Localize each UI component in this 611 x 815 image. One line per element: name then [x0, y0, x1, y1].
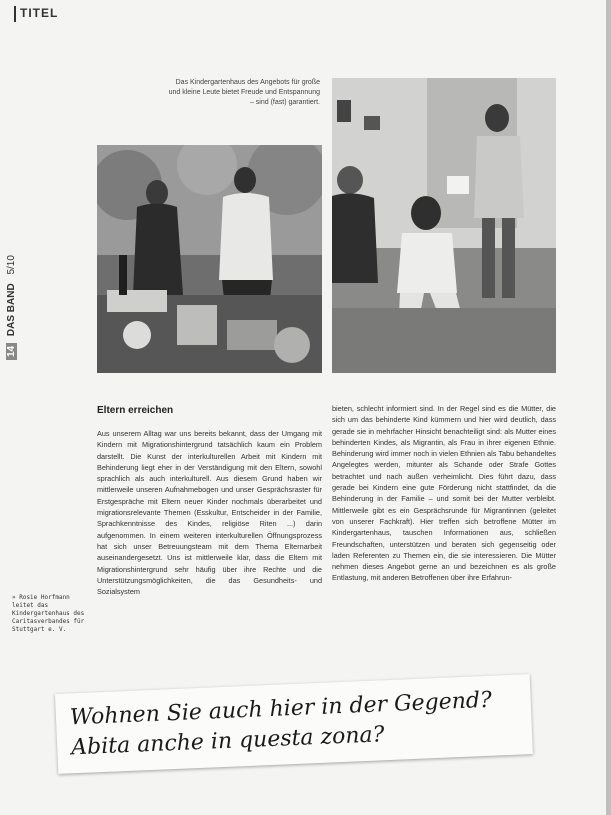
photo-caption: Das Kindergartenhaus des Angebots für große und kleine Leute bietet Freude und Entspannung – sind (fast) garantiert.	[168, 79, 320, 106]
header-rule	[14, 6, 16, 22]
section-title: TITEL	[20, 6, 59, 20]
photo-credit: » Rosie Horfmann leitet das Kindergartenhaus des Caritasverbandes für Stuttgart e. V.	[12, 594, 85, 633]
side-issue-label	[4, 240, 26, 360]
page-edge	[606, 0, 611, 815]
article-right-column: bieten, schlecht informiert sind. In der Regel sind es die Mütter, die sich um das behinderte Kind kümmern und hier wird deutlich, dass gerade sie in mehrfacher Hinsicht benachteiligt sind: als Mutter eines behinderten Kindes, als Migrantin, als Frau in ihrer eigenen Ethnie. Behinderung wird immer noch in vielen Ethnien als Tabu behandeltes Angelegtes werden, mitunter als Schande oder Strafe Gottes betrachtet und nach außen verheimlicht. Dies führt dazu, dass gerade bei Kindern eine gute Förderung nicht stattfindet, da die Behinderung in der Familie – und somit bei der Mutter verbleibt. Mittlerweile gibt es ein Gesprächsrunde für Migrantinnen (geleitet von unserer Fachkraft). Hier treffen sich betroffene Mütter im Kindergartenhaus, tauschen Informationen aus, schließen Freundschaften, unterstützen und beraten sich gegenseitig oder laden Referenten zu Themen ein, die sie interessieren. Die Mütter nehmen dieses Angebot gerne an und bezeichnen es als große Entlastung, mit anderen Betroffenen über ihre Erfahrun-	[332, 404, 556, 583]
festival-photo-image	[97, 145, 322, 373]
magazine-name: DAS BAND	[6, 283, 17, 337]
handwritten-note	[55, 674, 533, 774]
article-left-column: Aus unserem Alltag war uns bereits bekannt, dass der Umgang mit Kindern mit Migrationshintergrund tatsächlich kaum ein Problem darstellt. Die Kunst der interkulturellen Arbeit mit Kindern mit Behinderung liegt eher in der Verständigung mit den Eltern, sowohl sprachlich als auch interkulturell. Aus diesem Grund haben wir mittlerweile unseren Aufnahmebogen und unser Gesprächsraster für Erstgespräche mit Eltern neuer Kinder nochmals überarbeitet und migrationsrelevante Themen (Esskultur, Entscheider in der Familie, Sprachkenntnisse des Kindes, religiöse Riten ...) darin aufgenommen. In einem weiteren interkulturellen Öffnungsprozess hat sich unser Betreuungsteam mit dem Thema Elternarbeit auseinandergesetzt. Uns ist mittlerweile klar, dass die Eltern mit Migrationshintergrund sehr häufig über ihre Rechte und die Unterstützungsmöglichkeiten, die das Gesundheits- und Sozialsystem	[97, 429, 322, 597]
handwritten-line-italian: Abita anche in questa zona?	[70, 722, 385, 761]
issue-number: 5/10	[6, 255, 17, 275]
handwritten-line-german: Wohnen Sie auch hier in der Gegend?	[69, 687, 493, 731]
festival-photo	[97, 145, 322, 373]
article-heading: Eltern erreichen	[97, 405, 174, 416]
room-photo	[332, 78, 556, 373]
room-photo-image	[332, 78, 556, 373]
page-number: 14	[6, 343, 17, 360]
